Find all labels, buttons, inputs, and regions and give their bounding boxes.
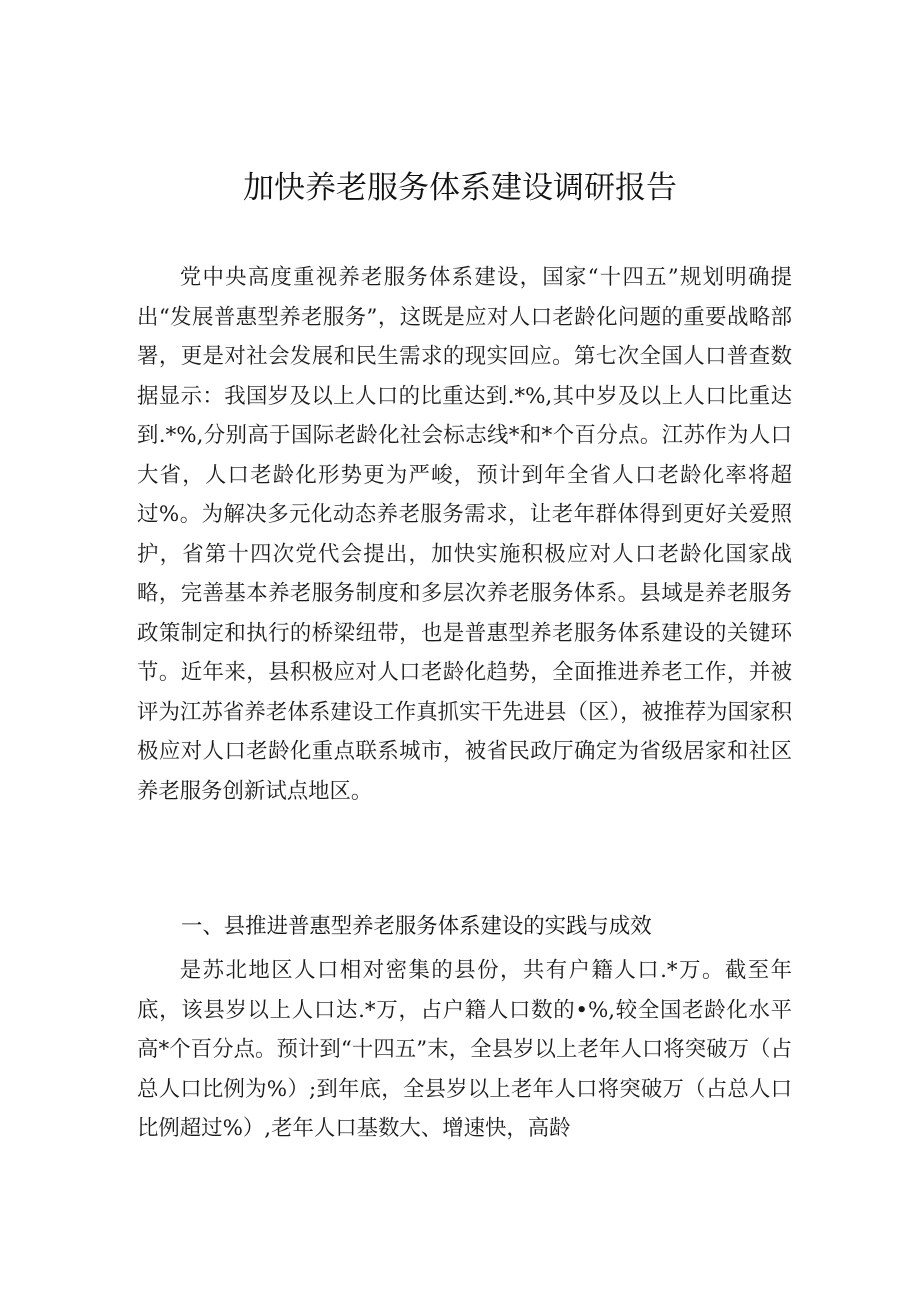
intro-paragraph: 党中央高度重视养老服务体系建设，国家“十四五”规划明确提出“发展普惠型养老服务”，这既是应对人口老龄化问题的重要战略部署，更是对社会发展和民生需求的现实回应。第七次全国人口普查数据显示：我国岁及以上人口的比重达到.*%,其中岁及以上人口比重达到.*%,分别高于国际老龄化社会标志线*和*个百分点。江苏作为人口大省，人口老龄化形势更为严峻，预计到年全省人口老龄化率将超过%。为解决多元化动态养老服务需求，让老年群体得到更好关爱照护，省第十四次党代会提出，加快实施积极应对人口老龄化国家战略，完善基本养老服务制度和多层次养老服务体系。县域是养老服务政策制定和执行的桥梁纽带，也是普惠型养老服务体系建设的关键环节。近年来，县积极应对人口老龄化趋势，全面推进养老工作，并被评为江苏省养老体系建设工作真抓实干先进县（区），被推荐为国家积极应对人口老龄化重点联系城市，被省民政厅确定为省级居家和社区养老服务创新试点地区。 xyxy=(137,265,792,804)
section-heading: 一、县推进普惠型养老服务体系建设的实践与成效 xyxy=(181,914,652,939)
document-title: 加快养老服务体系建设调研报告 xyxy=(243,170,677,206)
section-paragraph: 是苏北地区人口相对密集的县份，共有户籍人口.*万。截至年底，该县岁以上人口达.*万，占户籍人口数的•%,较全国老龄化水平高*个百分点。预计到“十四五”末，全县岁以上老年人口将突破万（占总人口比例为%）;到年底，全县岁以上老年人口将突破万（占总人口比例超过%）,老年人口基数大、增速快，高龄 xyxy=(137,958,792,1141)
